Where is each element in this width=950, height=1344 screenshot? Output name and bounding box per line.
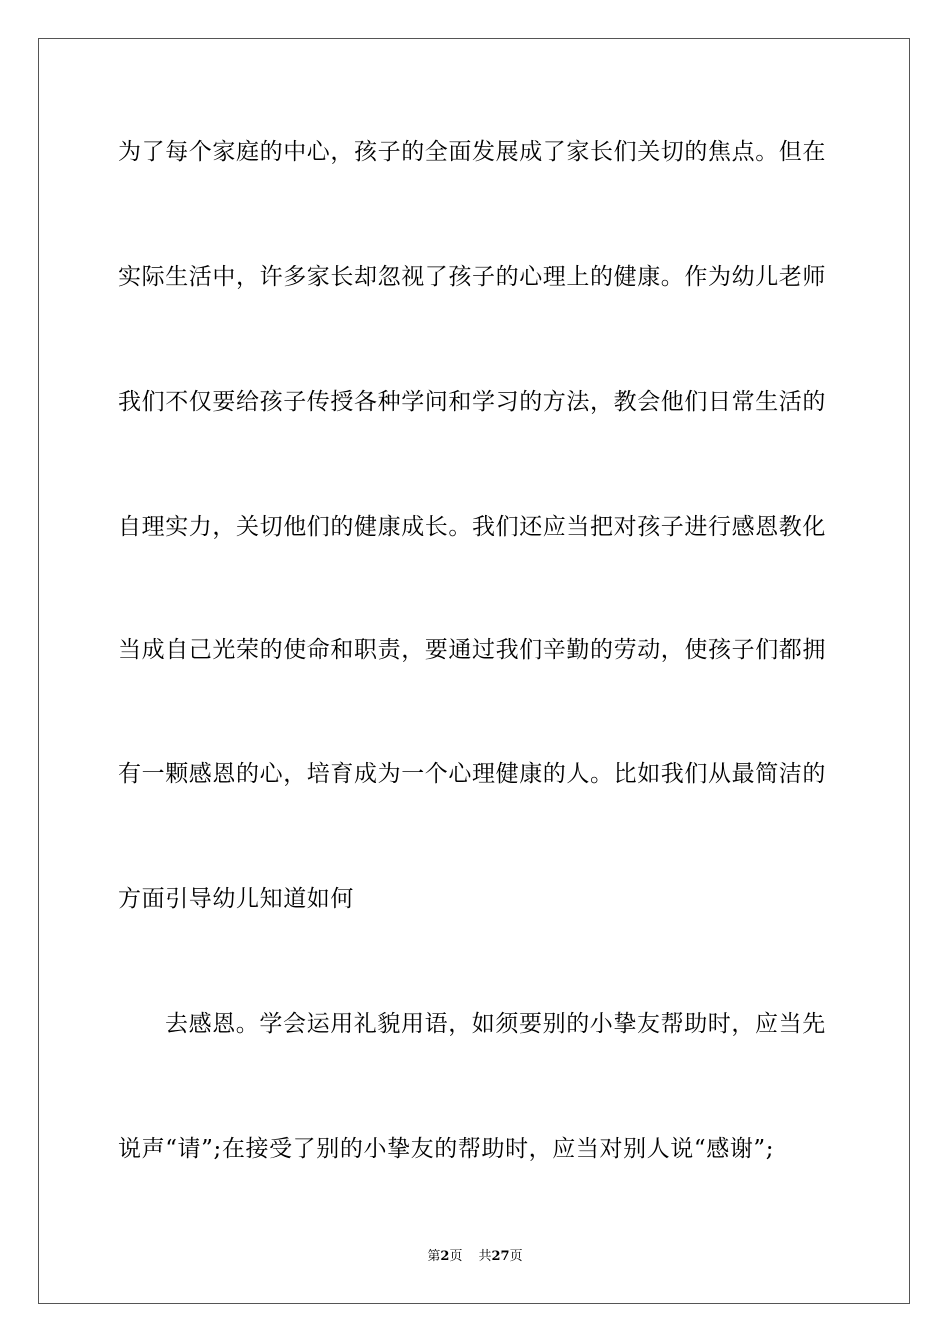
- paragraph-line-6: 有一颗感恩的心，培育成为一个心理健康的人。比如我们从最简洁的: [118, 761, 826, 787]
- total-prefix: 共: [478, 1249, 492, 1264]
- paragraph-line-2: 实际生活中，许多家长却忽视了孩子的心理上的健康。作为幼儿老师: [118, 264, 826, 290]
- paragraph-line-7: 方面引导幼儿知道如何: [118, 886, 354, 912]
- page-prefix: 第: [427, 1249, 441, 1264]
- paragraph-line-1: 为了每个家庭的中心，孩子的全面发展成了家长们关切的焦点。但在: [118, 139, 826, 165]
- total-suffix: 页: [509, 1249, 523, 1264]
- paragraph-line-9: 说声“请”;在接受了别的小挚友的帮助时，应当对别人说“感谢”;: [118, 1136, 775, 1162]
- total-pages: 27: [491, 1249, 510, 1264]
- page-frame: [38, 38, 910, 1304]
- page-number: 2: [440, 1249, 450, 1264]
- page-suffix: 页: [449, 1249, 463, 1264]
- paragraph-line-4: 自理实力，关切他们的健康成长。我们还应当把对孩子进行感恩教化: [118, 514, 826, 540]
- paragraph-line-5: 当成自己光荣的使命和职责，要通过我们辛勤的劳动，使孩子们都拥: [118, 637, 826, 663]
- page-footer: [0, 1249, 950, 1265]
- paragraph-line-3: 我们不仅要给孩子传授各种学问和学习的方法，教会他们日常生活的: [118, 389, 826, 415]
- paragraph-line-8: 去感恩。学会运用礼貌用语，如须要别的小挚友帮助时，应当先: [165, 1011, 826, 1037]
